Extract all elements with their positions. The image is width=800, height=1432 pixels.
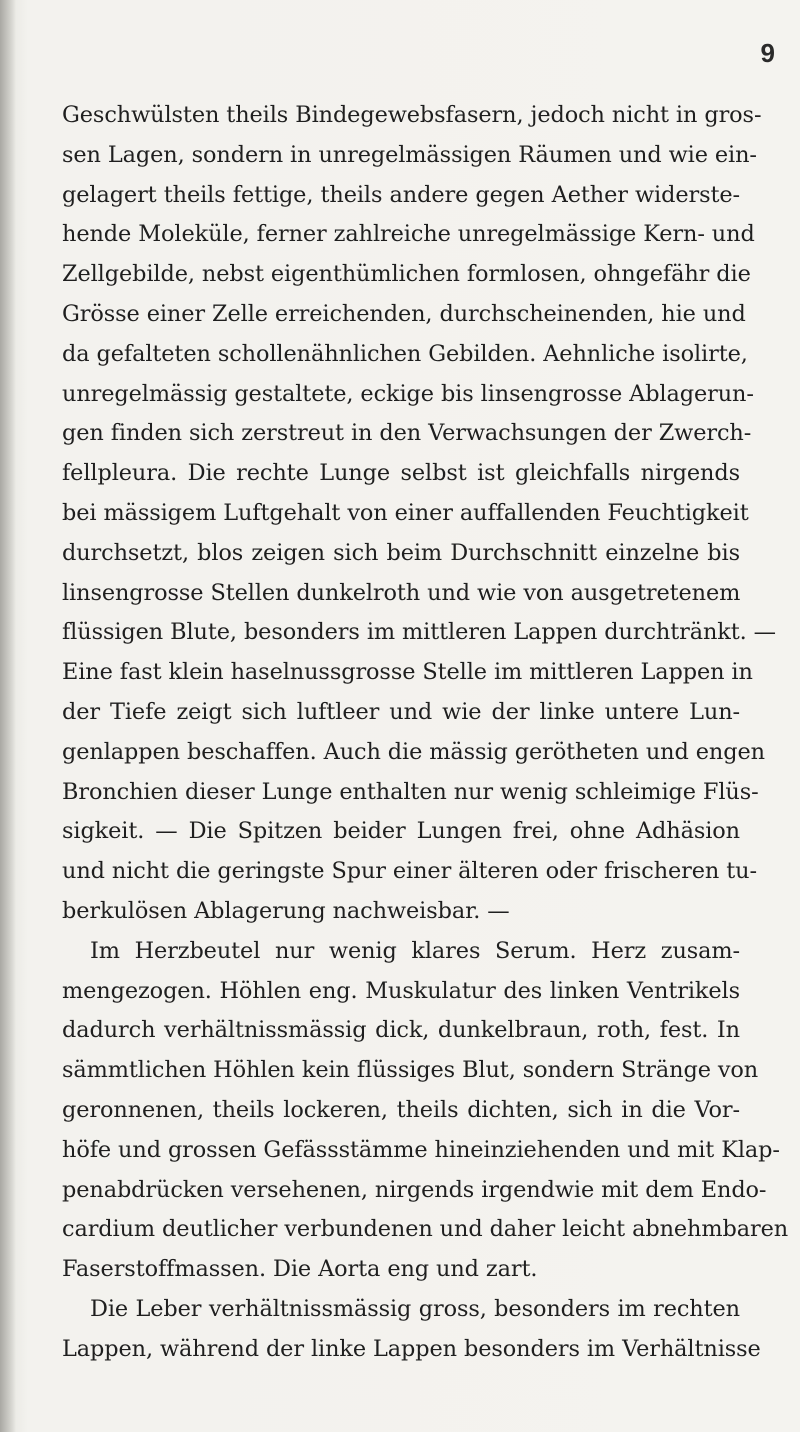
text-line: linsengrosse Stellen dunkelroth und wie von ausgetretenem [62, 579, 741, 606]
text-line: bei mässigem Luftgehalt von einer auffallenden Feuchtigkeit [62, 499, 749, 526]
page-number: 9 [760, 38, 775, 68]
text-line: gen finden sich zerstreut in den Verwachsungen der Zwerch- [62, 420, 752, 447]
text-line: Faserstoffmassen. Die Aorta eng und zart. [62, 1256, 538, 1283]
text-line: sen Lagen, sondern in unregelmässigen Räumen und wie ein- [62, 141, 757, 168]
text-line: Die Leber verhältnissmässig gross, besonders im rechten [90, 1295, 740, 1322]
paragraph [62, 1290, 761, 1370]
text-line: sigkeit. — Die Spitzen beider Lungen frei, ohne Adhäsion [62, 818, 740, 845]
text-line: Lappen, während der linke Lappen besonders im Verhältnisse [62, 1335, 761, 1362]
text-line: berkulösen Ablagerung nachweisbar. — [62, 897, 510, 924]
text-line: höfe und grossen Gefässstämme hineinziehenden und mit Klap- [62, 1136, 780, 1163]
text-line: penabdrücken versehenen, nirgends irgendwie mit dem Endo- [62, 1176, 767, 1203]
binding-shadow [0, 0, 16, 1432]
text-line: fellpleura. Die rechte Lunge selbst ist gleichfalls nirgends [62, 460, 740, 487]
text-line: genlappen beschaffen. Auch die mässig gerötheten und engen [62, 738, 765, 765]
text-line: dadurch verhältnissmässig dick, dunkelbraun, roth, fest. In [62, 1017, 740, 1044]
body-text [62, 96, 789, 1370]
text-line: gelagert theils fettige, theils andere gegen Aether widerste- [62, 181, 740, 208]
text-line: mengezogen. Höhlen eng. Muskulatur des linken Ventrikels [62, 977, 740, 1004]
text-line: durchsetzt, blos zeigen sich beim Durchschnitt einzelne bis [62, 539, 740, 566]
text-line: Eine fast klein haselnussgrosse Stelle im mittleren Lappen in [62, 659, 753, 686]
paragraph [62, 932, 789, 1290]
text-line: sämmtlichen Höhlen kein flüssiges Blut, sondern Stränge von [62, 1057, 759, 1084]
paragraph [62, 96, 776, 932]
text-line: und nicht die geringste Spur einer älteren oder frischeren tu- [62, 858, 757, 885]
text-line: flüssigen Blute, besonders im mittleren Lappen durchtränkt. — [62, 619, 776, 646]
text-line: der Tiefe zeigt sich luftleer und wie der linke untere Lun- [62, 698, 740, 725]
text-line: unregelmässig gestaltete, eckige bis linsengrosse Ablagerun- [62, 380, 754, 407]
text-line: Geschwülsten theils Bindegewebsfasern, jedoch nicht in gros- [62, 102, 762, 128]
text-line: hende Moleküle, ferner zahlreiche unregelmässige Kern- und [62, 221, 755, 248]
text-line: geronnenen, theils lockeren, theils dichten, sich in die Vor- [62, 1096, 740, 1123]
text-line: Grösse einer Zelle erreichenden, durchscheinenden, hie und [62, 300, 746, 327]
text-line: da gefalteten schollenähnlichen Gebilden. Aehnliche isolirte, [62, 340, 748, 367]
text-line: cardium deutlicher verbundenen und daher leicht abnehmbaren [62, 1216, 789, 1243]
text-line: Bronchien dieser Lunge enthalten nur wenig schleimige Flüs- [62, 778, 759, 805]
text-line: Zellgebilde, nebst eigenthümlichen formlosen, ohngefähr die [62, 261, 751, 288]
text-line: Im Herzbeutel nur wenig klares Serum. Herz zusam- [90, 937, 740, 964]
